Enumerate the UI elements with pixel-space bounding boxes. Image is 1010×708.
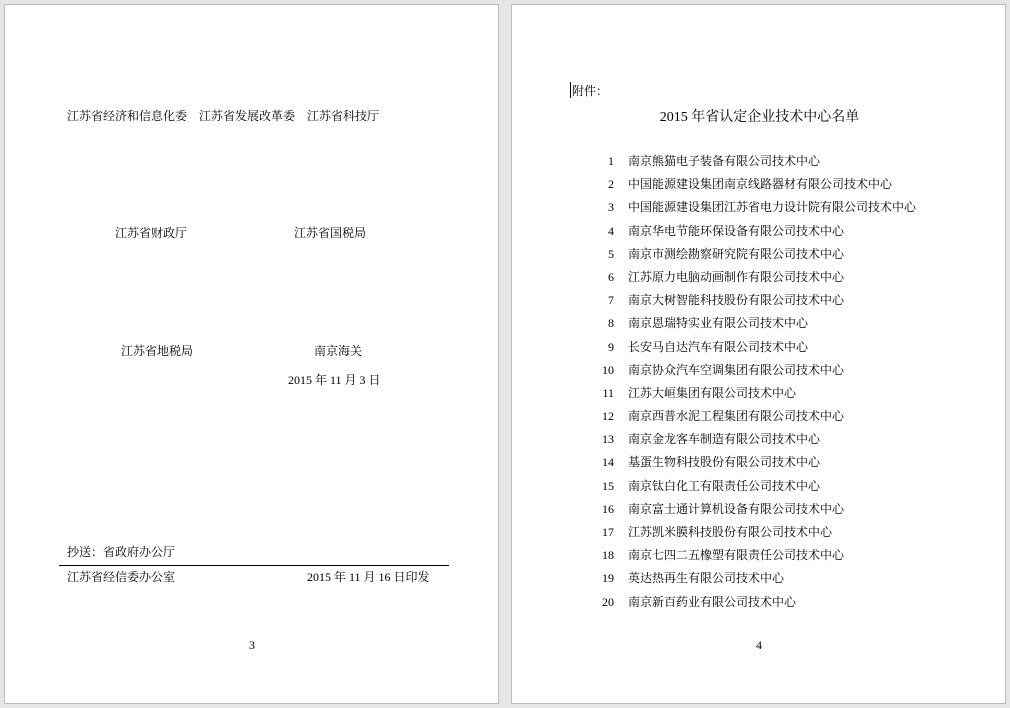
- list-item-name: 中国能源建设集团江苏省电力设计院有限公司技术中心: [628, 200, 917, 215]
- list-item-number: 19: [602, 571, 614, 586]
- state-tax-signature: 江苏省国税局: [294, 226, 367, 240]
- document-page-3: [4, 4, 499, 704]
- list-item-number: 2: [608, 177, 614, 192]
- list-item-name: 南京西普水泥工程集团有限公司技术中心: [628, 409, 845, 424]
- list-item-number: 14: [602, 455, 614, 470]
- list-item-number: 15: [602, 478, 614, 493]
- page-number: 4: [756, 638, 762, 652]
- customs-signature: 南京海关: [314, 344, 363, 358]
- list-item-name: 中国能源建设集团南京线路器材有限公司技术中心: [628, 177, 893, 192]
- list-item-name: 英达热再生有限公司技术中心: [628, 571, 785, 586]
- list-item-number: 7: [608, 293, 614, 308]
- list-title-text: 2015 年省认定企业技术中心名单: [659, 110, 860, 125]
- list-item-name: 南京大树智能科技股份有限公司技术中心: [628, 293, 845, 308]
- finance-dept-signature: 江苏省财政厅: [115, 226, 188, 240]
- text-cursor: [570, 82, 571, 98]
- list-item-number: 9: [608, 339, 614, 354]
- list-item-number: 11: [602, 385, 614, 400]
- list-item-name: 江苏原力电脑动画制作有限公司技术中心: [628, 269, 845, 284]
- print-date: 2015 年 11 月 16 日印发: [307, 570, 430, 584]
- cc-line: 抄送：省政府办公厅: [67, 545, 176, 559]
- list-item-number: 12: [602, 409, 614, 424]
- list-item-name: 南京熊猫电子装备有限公司技术中心: [628, 154, 821, 168]
- issuers-line: 江苏省经济和信息化委 江苏省发展改革委 江苏省科技厅: [67, 109, 380, 123]
- list-item-name: 南京七四二五橡塑有限责任公司技术中心: [628, 548, 845, 563]
- local-tax-signature: 江苏省地税局: [121, 344, 194, 358]
- list-item-number: 5: [608, 246, 614, 261]
- list-item-number: 1: [608, 154, 614, 168]
- list-item-number: 13: [602, 432, 614, 447]
- list-item-number: 18: [602, 548, 614, 563]
- list-item-number: 4: [608, 223, 614, 238]
- list-item-name: 南京市测绘勘察研究院有限公司技术中心: [628, 246, 845, 261]
- document-page-4: [511, 4, 1006, 704]
- list-item: [578, 224, 916, 247]
- list-item-number: 10: [602, 362, 614, 377]
- list-item-name: 长安马自达汽车有限公司技术中心: [628, 339, 809, 354]
- list-item: [578, 154, 916, 177]
- list-item-number: 20: [602, 594, 614, 609]
- list-item-name: 南京协众汽车空调集团有限公司技术中心: [628, 362, 845, 377]
- list-item-number: 6: [608, 269, 614, 284]
- list-item: [578, 409, 916, 432]
- list-item-number: 8: [608, 316, 614, 331]
- page-number: 3: [249, 638, 255, 652]
- list-item-name: 南京新百药业有限公司技术中心: [628, 594, 797, 609]
- list-item-name: 南京恩瑞特实业有限公司技术中心: [628, 316, 809, 331]
- issuing-office: 江苏省经信委办公室: [67, 570, 176, 584]
- list-item: [578, 479, 916, 502]
- list-title: [512, 106, 1007, 126]
- list-item: [578, 316, 916, 339]
- list-item: [578, 293, 916, 316]
- footer-divider: [59, 565, 449, 566]
- list-item: [578, 363, 916, 386]
- list-item: [578, 340, 916, 363]
- list-item: [578, 200, 916, 223]
- list-item-name: 南京钛白化工有限责任公司技术中心: [628, 478, 821, 493]
- list-item: [578, 177, 916, 200]
- list-item-name: 南京华电节能环保设备有限公司技术中心: [628, 223, 845, 238]
- attachment-label: 附件：: [572, 84, 609, 98]
- list-item: [578, 247, 916, 270]
- list-item-name: 江苏凯米膜科技股份有限公司技术中心: [628, 525, 833, 539]
- list-item-number: 16: [602, 501, 614, 516]
- list-item-number: 17: [602, 525, 614, 539]
- list-item: [578, 502, 916, 525]
- list-item-number: 3: [608, 200, 614, 215]
- list-item: [578, 595, 916, 618]
- list-item-name: 江苏大峘集团有限公司技术中心: [628, 385, 797, 400]
- list-item-name: 南京富士通计算机设备有限公司技术中心: [628, 501, 845, 516]
- list-item: [578, 571, 916, 594]
- list-item: [578, 525, 916, 548]
- list-item: [578, 386, 916, 409]
- list-item-name: 南京金龙客车制造有限公司技术中心: [628, 432, 821, 447]
- list-item: [578, 432, 916, 455]
- sign-date: 2015 年 11 月 3 日: [288, 373, 381, 387]
- list-item: [578, 548, 916, 571]
- list-item: [578, 455, 916, 478]
- list-item: [578, 270, 916, 293]
- list-item-name: 基蛋生物科技股份有限公司技术中心: [628, 455, 821, 470]
- enterprise-list: [578, 154, 916, 618]
